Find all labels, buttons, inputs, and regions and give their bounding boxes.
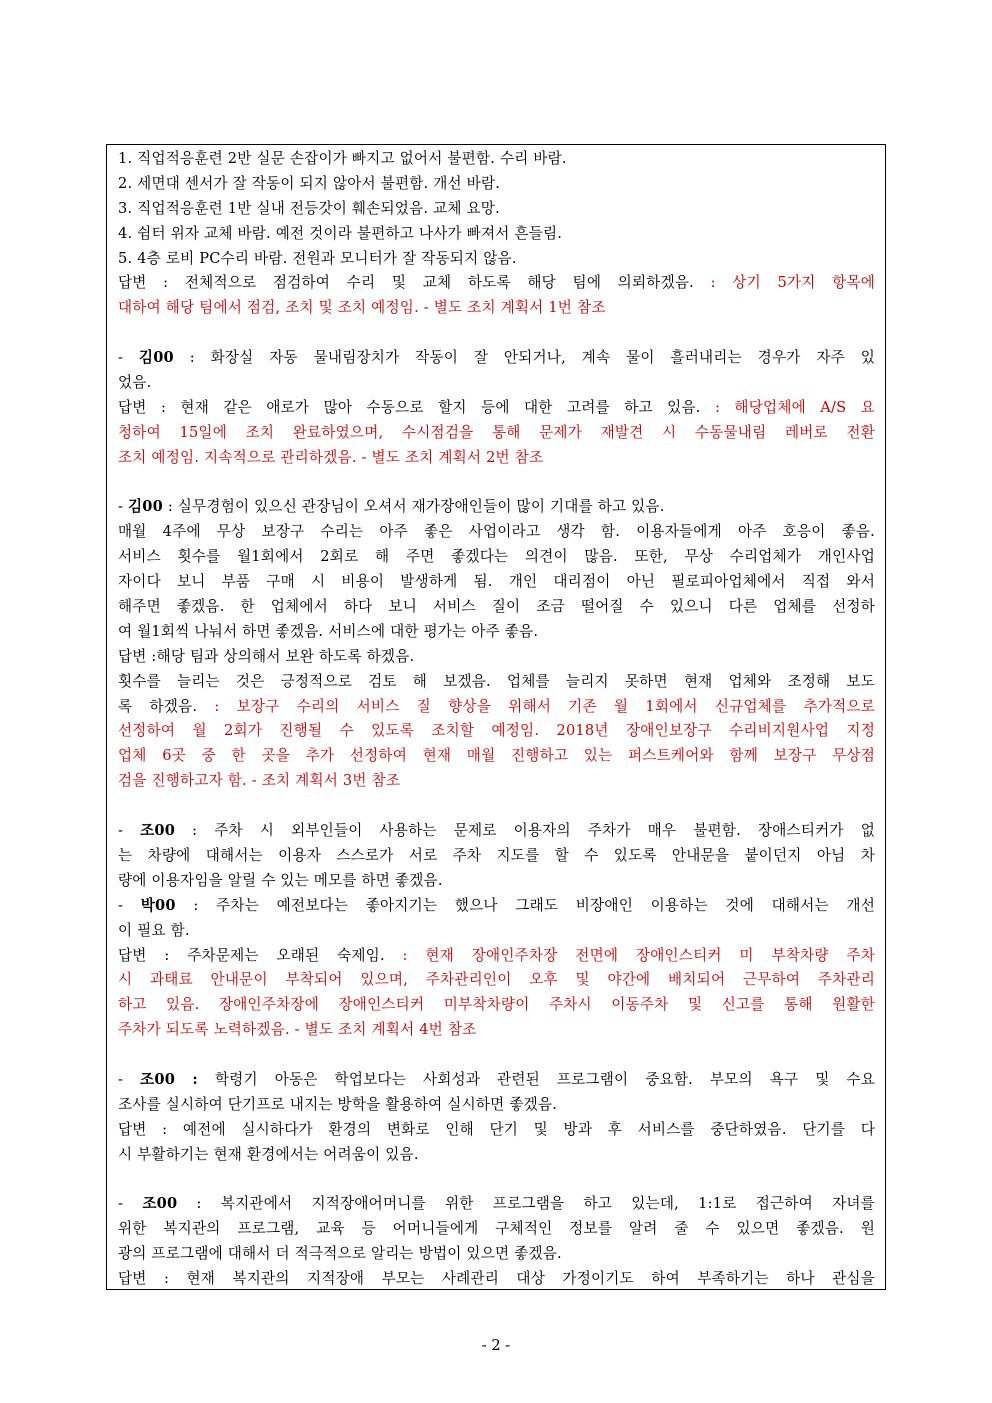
line-text: 답변 : 현재 같은 애로가 많아 수동으로 할지 등에 대한 고려를 하고 있음. bbox=[118, 398, 715, 416]
blank-line bbox=[118, 321, 875, 346]
text-line bbox=[118, 296, 875, 321]
text-line bbox=[118, 1118, 875, 1143]
line-text: 답변 : 주차문제는 오래된 숙제임. bbox=[118, 946, 403, 964]
action-note-text: 청하여 15일에 조치 완료하였으며, 수시점검을 통해 문제가 재발견 시 수동물내림 레버로 전환 bbox=[118, 423, 875, 441]
line-text: 해주면 좋겠음. 한 업체에서 하다 보니 서비스 질이 조금 떨어질 수 있으니 다른 업체를 선정하 bbox=[118, 598, 875, 616]
text-line bbox=[118, 819, 875, 844]
action-note-text: 대하여 해당 팀에서 점검, 조치 및 조치 예정임. - 별도 조치 계획서 1번 참조 bbox=[118, 299, 606, 317]
action-note-text: 하고 있음. 장애인주차장에 장애인스티커 미부착차량이 주차시 이동주차 및 신고를 통해 원활한 bbox=[118, 996, 875, 1014]
line-text: - bbox=[118, 822, 141, 840]
line-text: 5. 4층 로비 PC수리 바람. 전원과 모니터가 잘 작동되지 않음. bbox=[118, 249, 517, 267]
text-line bbox=[118, 520, 875, 545]
text-line bbox=[118, 371, 875, 396]
text-line bbox=[118, 919, 875, 944]
text-line bbox=[118, 446, 875, 471]
line-text: 횟수를 늘리는 것은 긍정적으로 검토 해 보겠음. 업체를 늘리지 못하면 현재 업체와 조정해 보도 bbox=[118, 672, 875, 690]
line-text: 광의 프로그램에 대해서 더 적극적으로 알리는 방법이 있으면 좋겠음. bbox=[118, 1245, 562, 1263]
text-line bbox=[118, 1192, 875, 1217]
blank-line bbox=[118, 1168, 875, 1193]
line-text: 위한 복지관의 프로그램, 교육 등 어머니들에게 구체적인 정보를 알려 줄 수 있으면 좋겠음. 원 bbox=[118, 1220, 875, 1238]
line-text: 매월 4주에 무상 보장구 수리는 아주 좋은 사업이라고 생각 함. 이용자들에게 아주 호응이 좋음. bbox=[118, 523, 875, 541]
line-text: 록 하겠음. bbox=[118, 697, 215, 715]
text-line bbox=[118, 421, 875, 446]
text-line bbox=[118, 844, 875, 869]
line-text: 시 부활하기는 현재 환경에서는 어려움이 있음. bbox=[118, 1145, 419, 1163]
line-text: 이 필요 함. bbox=[118, 921, 190, 939]
line-text: : 실무경험이 있으신 관장님이 오셔서 재가장애인들이 많이 기대를 하고 있음. bbox=[163, 498, 665, 516]
line-text: 1. 직업적응훈련 2반 실문 손잡이가 빠지고 없어서 불편함. 수리 바람. bbox=[118, 150, 567, 167]
line-text: 는 차량에 대해서는 이용자 스스로가 서로 주차 지도를 할 수 있도록 안내문을 붙이던지 아님 차 bbox=[118, 846, 875, 864]
line-text: 었음. bbox=[118, 374, 152, 392]
action-note-text: 선정하여 월 2회가 진행될 수 있도록 조치할 예정임. 2018년 장애인보장구 수리비지원사업 지정 bbox=[118, 722, 875, 740]
text-line bbox=[118, 869, 875, 894]
text-line bbox=[118, 993, 875, 1018]
line-text: 자이다 보니 부품 구매 시 비용이 발생하게 됨. 개인 대리점이 아닌 필로피아업체에서 직접 와서 bbox=[118, 573, 875, 591]
text-line bbox=[118, 944, 875, 969]
action-note-text: : 상기 5가지 항목에 bbox=[710, 274, 875, 292]
line-text: 3. 직업적응훈련 1반 실내 전등갓이 훼손되었음. 교체 요망. bbox=[118, 199, 500, 217]
text-line bbox=[118, 1018, 875, 1043]
blank-line bbox=[118, 471, 875, 496]
text-line bbox=[118, 670, 875, 695]
page-number: - 2 - bbox=[481, 1337, 511, 1354]
action-note-text: 시 과태료 안내문이 부착되어 있으며, 주차관리인이 오후 및 야간에 배치되어 근무하여 주차관리 bbox=[118, 971, 875, 989]
line-text: - bbox=[118, 349, 139, 367]
speaker-name: 김00 bbox=[138, 349, 174, 367]
text-line bbox=[118, 769, 875, 794]
text-line bbox=[118, 197, 875, 222]
line-text: 답변 :해당 팀과 상의해서 보완 하도록 하겠음. bbox=[118, 647, 415, 665]
text-line bbox=[118, 1143, 875, 1168]
text-line bbox=[118, 645, 875, 670]
text-line bbox=[118, 744, 875, 769]
action-note-text: : 현재 장애인주차장 전면에 장애인스티커 미 부착차량 주차 bbox=[402, 946, 875, 964]
line-text: 서비스 횟수를 월1회에서 2회로 해 주면 좋겠다는 의견이 많음. 또한, 무상 수리업체가 개인사업 bbox=[118, 548, 875, 566]
text-line bbox=[118, 620, 875, 645]
line-text: 답변 : 현재 복지관의 지적장애 부모는 사례관리 대상 가정이기도 하여 부족하기는 하나 관심을 bbox=[118, 1270, 875, 1288]
document-content-box bbox=[106, 144, 886, 1290]
line-text: - bbox=[118, 1195, 143, 1213]
line-text: 답변 : 예전에 실시하다가 환경의 변화로 인해 단기 및 방과 후 서비스를 중단하였음. 단기를 다 bbox=[118, 1120, 875, 1138]
text-line bbox=[118, 595, 875, 620]
text-line bbox=[118, 1242, 875, 1267]
text-line bbox=[118, 1068, 875, 1093]
action-note-text: 주차가 되도록 노력하겠음. - 별도 조치 계획서 4번 참조 bbox=[118, 1021, 477, 1039]
text-line bbox=[118, 172, 875, 197]
line-text: 학령기 아동은 학업보다는 사회성과 관련된 프로그램이 중요함. 부모의 욕구 및 수요 bbox=[198, 1070, 875, 1088]
line-text: - bbox=[118, 896, 141, 914]
text-line bbox=[118, 147, 875, 172]
text-line bbox=[118, 346, 875, 371]
action-note-text: 업체 6곳 중 한 곳을 추가 선정하여 현재 매월 진행하고 있는 퍼스트케어와 함께 보장구 무상점 bbox=[118, 747, 875, 765]
text-line bbox=[118, 719, 875, 744]
text-line bbox=[118, 545, 875, 570]
line-text: - bbox=[118, 1070, 141, 1088]
line-text: 2. 세면대 센서가 잘 작동이 되지 않아서 불편함. 개선 바람. bbox=[118, 174, 501, 192]
line-text: : 화장실 자동 물내림장치가 작동이 잘 안되거나, 계속 물이 흘러내리는 경우가 자주 있 bbox=[173, 349, 875, 367]
action-note-text: 검을 진행하고자 함. - 조치 계획서 3번 참조 bbox=[118, 772, 401, 790]
line-text: 여 월1회씩 나눠서 하면 좋겠음. 서비스에 대한 평가는 아주 좋음. bbox=[118, 622, 539, 640]
line-text: : 복지관에서 지적장애어머니를 위한 프로그램을 하고 있는데, 1:1로 접근하여 자녀를 bbox=[177, 1195, 875, 1213]
text-line bbox=[118, 1093, 875, 1118]
speaker-name: 박00 bbox=[140, 896, 176, 914]
line-text: 4. 쉼터 위자 교체 바람. 예전 것이라 불편하고 나사가 빠져서 흔들림. bbox=[118, 224, 563, 242]
action-note-text: : 해당업체에 A/S 요 bbox=[714, 398, 875, 416]
line-text: : 주차 시 외부인들이 사용하는 문제로 이용자의 주차가 매우 불편함. 장애스티커가 없 bbox=[175, 822, 875, 840]
text-line bbox=[118, 495, 875, 520]
blank-line bbox=[118, 1043, 875, 1068]
text-line bbox=[118, 570, 875, 595]
line-text: : 주차는 예전보다는 좋아지기는 했으나 그래도 비장애인 이용하는 것에 대해서는 개선 bbox=[175, 896, 875, 914]
line-text: 량에 이용자임을 알릴 수 있는 메모를 하면 좋겠음. bbox=[118, 871, 443, 889]
line-text: - bbox=[118, 498, 128, 516]
text-line bbox=[118, 396, 875, 421]
action-note-text: : 보장구 수리의 서비스 질 향상을 위해서 기존 월 1회에서 신규업체를 추가적으로 bbox=[214, 697, 875, 715]
action-note-text: 조치 예정임. 지속적으로 관리하겠음. - 별도 조치 계획서 2번 참조 bbox=[118, 448, 544, 466]
text-line bbox=[118, 1217, 875, 1242]
line-text: 답변 : 전체적으로 점검하여 수리 및 교체 하도록 해당 팀에 의뢰하겠음. bbox=[118, 274, 711, 292]
text-line bbox=[118, 968, 875, 993]
blank-line bbox=[118, 794, 875, 819]
text-line bbox=[118, 271, 875, 296]
text-line bbox=[118, 222, 875, 247]
speaker-name: 조00 bbox=[140, 822, 176, 840]
text-line bbox=[118, 1267, 875, 1290]
speaker-name: 조00 bbox=[142, 1195, 178, 1213]
text-line bbox=[118, 695, 875, 720]
text-line bbox=[118, 894, 875, 919]
line-text: 조사를 실시하여 단기프로 내지는 방학을 활용하여 실시하면 좋겠음. bbox=[118, 1095, 558, 1113]
text-line bbox=[118, 247, 875, 272]
speaker-name: 김00 bbox=[127, 498, 163, 516]
speaker-name: 조00 : bbox=[140, 1070, 198, 1088]
